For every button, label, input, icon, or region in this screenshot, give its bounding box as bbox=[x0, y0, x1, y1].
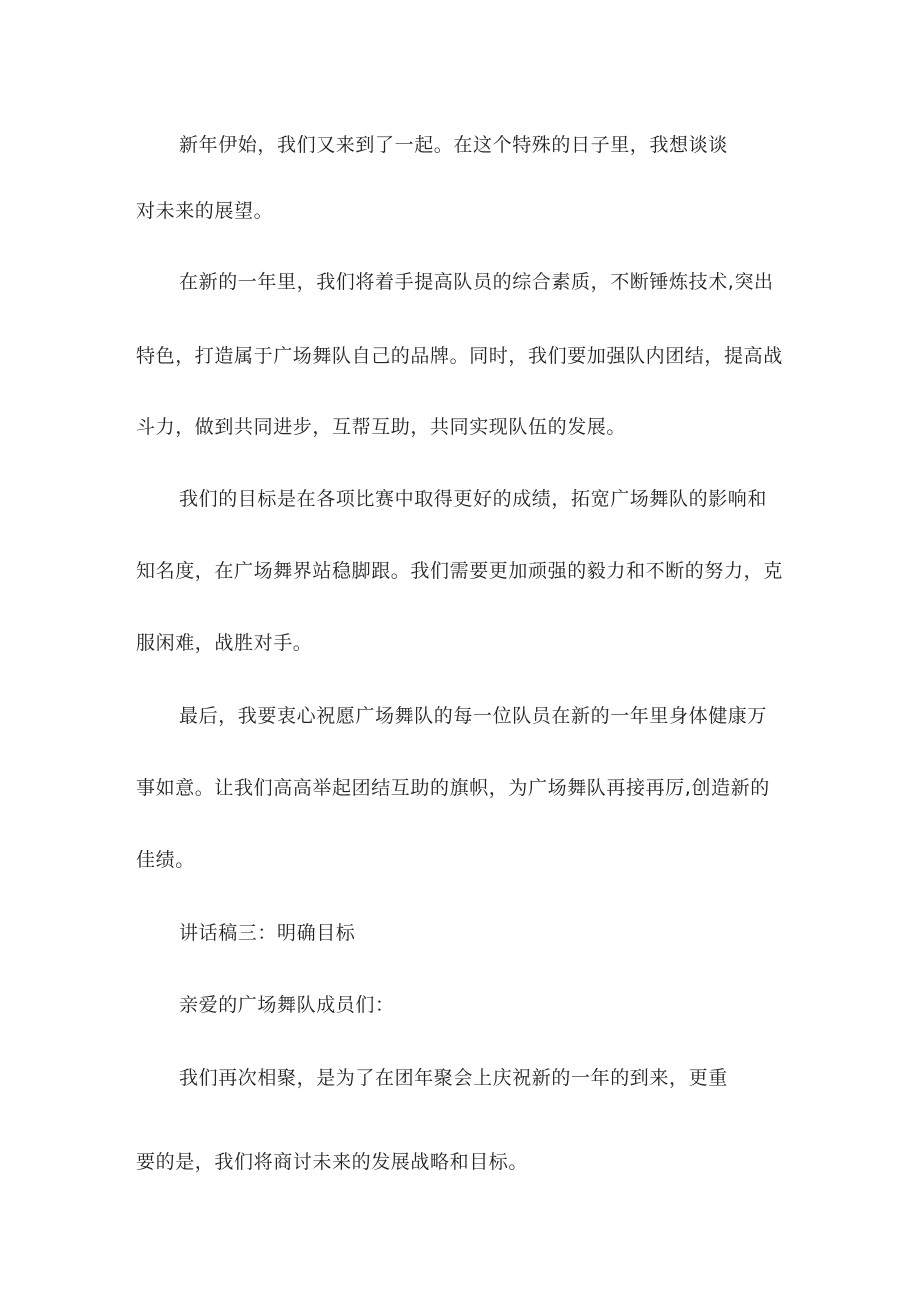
text-line: 最后，我要衷心祝愿广场舞队的每一位队员在新的一年里身体健康万 bbox=[179, 705, 768, 727]
text-line: 事如意。让我们高高举起团结互助的旗帜，为广场舞队再接再厉,创造新的 bbox=[136, 777, 770, 799]
text-line: 新年伊始，我们又来到了一起。在这个特殊的日子里，我想谈谈 bbox=[179, 134, 728, 156]
text-line: 特色，打造属于广场舞队自己的品牌。同时，我们要加强队内团结，提高战 bbox=[136, 345, 783, 367]
section-heading: 讲话稿三：明确目标 bbox=[179, 922, 356, 944]
text-line: 要的是，我们将商讨未来的发展战略和目标。 bbox=[136, 1151, 529, 1173]
text-line: 在新的一年里，我们将着手提高队员的综合素质，不断锤炼技术,突出 bbox=[179, 271, 774, 293]
text-line: 服闲难，战胜对手。 bbox=[136, 632, 313, 654]
text-line: 我们再次相聚，是为了在团年聚会上庆祝新的一年的到来，更重 bbox=[179, 1067, 728, 1089]
salutation: 亲爱的广场舞队成员们： bbox=[179, 994, 395, 1016]
text-line: 佳绩。 bbox=[136, 849, 195, 871]
text-line: 对未来的展望。 bbox=[136, 200, 274, 222]
text-line: 斗力，做到共同进步，互帮互助，共同实现队伍的发展。 bbox=[136, 416, 627, 438]
text-line: 我们的目标是在各项比赛中取得更好的成绩，拓宽广场舞队的影响和 bbox=[179, 488, 768, 510]
text-line: 知名度，在广场舞界站稳脚跟。我们需要更加顽强的毅力和不断的努力，克 bbox=[136, 560, 783, 582]
